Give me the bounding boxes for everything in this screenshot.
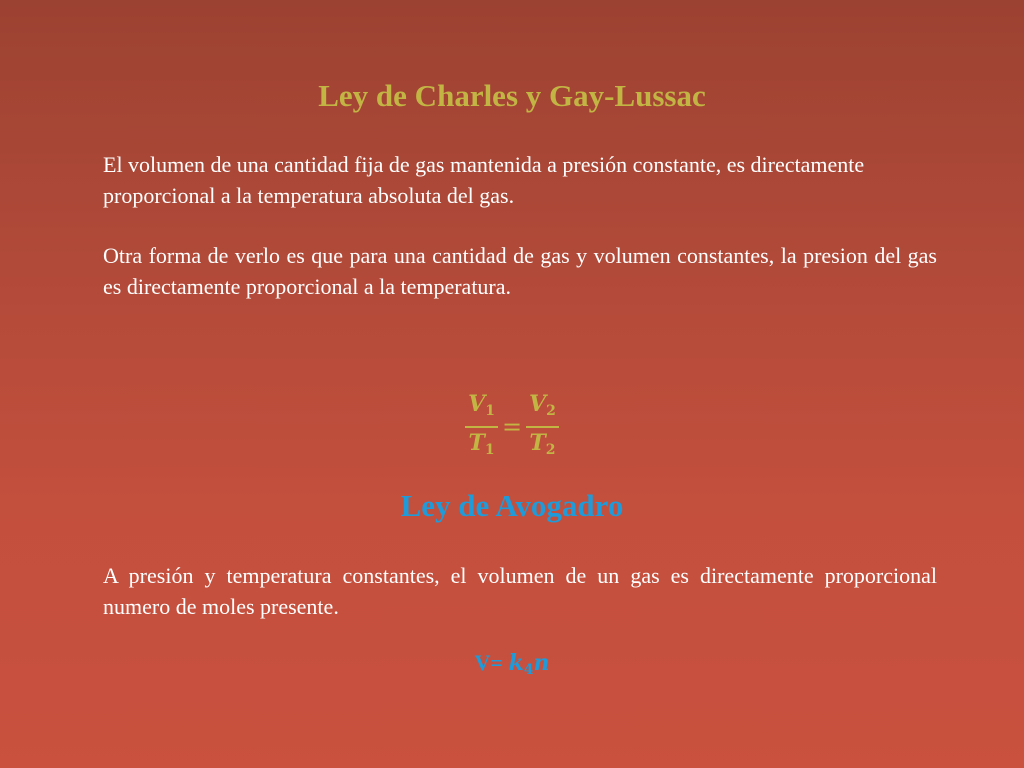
charles-law-equation xyxy=(0,390,1024,464)
charles-law-title: Ley de Charles y Gay-Lussac xyxy=(318,78,706,113)
fraction-v1-t1 xyxy=(465,390,498,464)
numerator-v1: $V_1$ xyxy=(468,391,495,419)
charles-law-paragraph-1: El volumen de una cantidad fija de gas mantenida a presión constante, es directamente proporcional a la temperatura absoluta del gas. xyxy=(103,152,865,208)
charles-law-paragraph-2: Otra forma de verlo es que para una cantidad de gas y volumen constantes, la presion del gas es directamente proporcional a la temperatura. xyxy=(103,243,937,299)
avogadro-law-paragraph: A presión y temperatura constantes, el volumen de un gas es directamente proporcional numero de moles presente. xyxy=(103,563,937,619)
avogadro-law-equation xyxy=(0,650,1024,678)
variable-n: n xyxy=(533,650,550,676)
equation-lhs: V= xyxy=(474,650,503,675)
fraction-bar xyxy=(526,426,559,428)
constant-k4: $k_4$ xyxy=(508,650,534,678)
fraction-v2-t2 xyxy=(526,390,559,464)
denominator-t1: $T_1$ xyxy=(468,430,495,458)
numerator-v2: $V_2$ xyxy=(529,391,556,419)
denominator-t2: $T_2$ xyxy=(529,430,556,458)
fraction-bar xyxy=(465,426,498,428)
equals-sign: = xyxy=(501,413,523,441)
avogadro-law-title: Ley de Avogadro xyxy=(400,488,624,523)
